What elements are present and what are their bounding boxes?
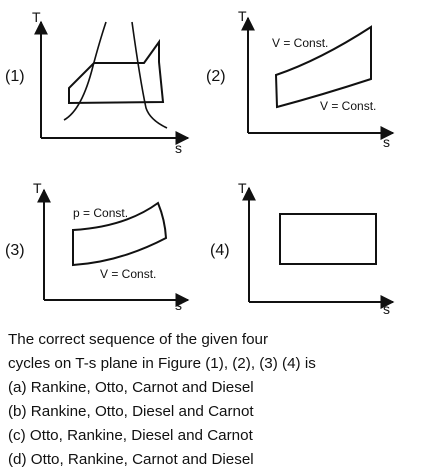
panel-4-x-axis-label: s <box>383 301 390 317</box>
option-a: (a) Rankine, Otto, Carnot and Diesel <box>8 379 254 396</box>
panel-2-y-axis-label: T <box>238 8 247 24</box>
panel-4-y-axis-label: T <box>238 180 247 196</box>
panel-2-lower-process-label: V = Const. <box>320 99 377 113</box>
question-stem-line-1: The correct sequence of the given four <box>8 331 269 348</box>
question-stem <box>8 328 436 376</box>
panel-1-y-axis-label: T <box>32 9 41 25</box>
panel-2-upper-process-label: V = Const. <box>272 36 329 50</box>
panel-2 <box>206 8 393 150</box>
panel-4-cycle-path <box>280 214 376 264</box>
panel-1 <box>5 9 188 156</box>
panel-2-x-axis-label: s <box>383 134 390 150</box>
question-stem-line-2: cycles on T-s plane in Figure (1), (2), (3) (4) is <box>8 355 316 372</box>
option-d: (d) Otto, Rankine, Carnot and Diesel <box>8 451 254 468</box>
panel-1-saturation-dome-right <box>132 22 167 128</box>
question-block <box>8 328 436 472</box>
panel-2-number: (2) <box>206 68 226 85</box>
panel-1-number: (1) <box>5 68 25 85</box>
panel-3-upper-process-label: p = Const. <box>73 206 129 220</box>
option-b: (b) Rankine, Otto, Diesel and Carnot <box>8 403 254 420</box>
panel-3-number: (3) <box>5 242 25 259</box>
panel-4 <box>210 180 393 317</box>
panel-3 <box>5 180 188 313</box>
panel-3-x-axis-label: s <box>175 297 182 313</box>
panel-4-number: (4) <box>210 242 230 259</box>
panel-3-y-axis-label: T <box>33 180 42 196</box>
option-c: (c) Otto, Rankine, Diesel and Carnot <box>8 427 253 444</box>
panel-3-lower-process-label: V = Const. <box>100 267 157 281</box>
panel-1-x-axis-label: s <box>175 140 182 156</box>
